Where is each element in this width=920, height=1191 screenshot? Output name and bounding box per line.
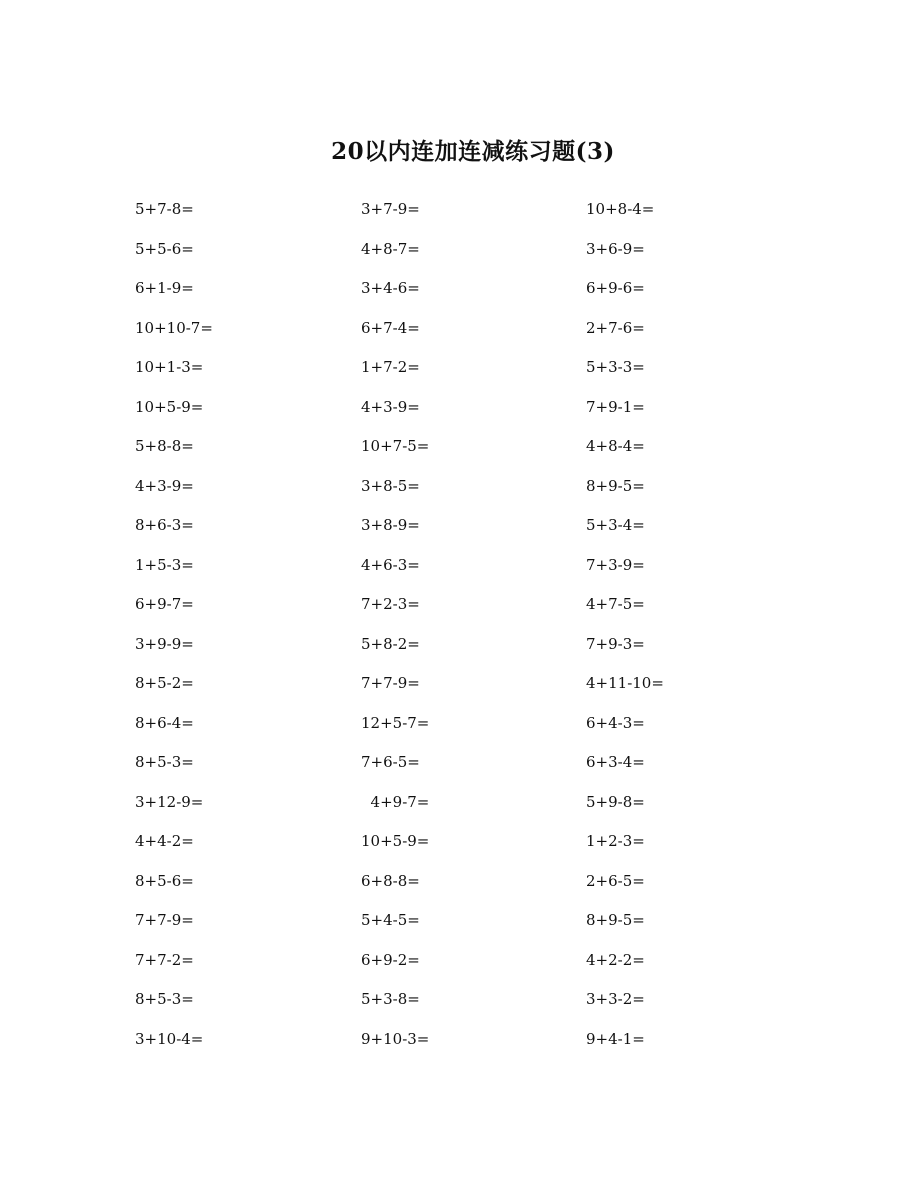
math-problem: 7+6-5=	[361, 753, 420, 771]
math-problem: 6+9-7=	[135, 595, 194, 613]
math-problem: 5+3-4=	[586, 516, 645, 534]
problem-row	[135, 593, 835, 633]
math-problem: 5+7-8=	[135, 200, 194, 218]
math-problem: 4+9-7=	[361, 792, 430, 811]
math-problem: 5+9-8=	[586, 792, 645, 811]
math-problem: 3+8-9=	[361, 516, 420, 534]
math-problem: 4+4-2=	[135, 832, 194, 850]
math-problem: 7+2-3=	[361, 595, 420, 613]
math-problem: 6+3-4=	[586, 753, 645, 771]
problem-row	[135, 870, 835, 910]
math-problem: 7+9-3=	[586, 634, 645, 653]
math-problem: 10+10-7=	[135, 318, 213, 337]
math-problem: 9+4-1=	[586, 1029, 645, 1048]
problem-grid	[135, 198, 835, 1067]
math-problem: 10+5-9=	[135, 397, 204, 416]
math-problem: 6+9-2=	[361, 950, 420, 969]
math-problem: 7+9-1=	[586, 397, 645, 416]
math-problem: 3+3-2=	[586, 990, 645, 1008]
math-problem: 10+5-9=	[361, 832, 430, 850]
math-problem: 8+9-5=	[586, 911, 645, 929]
math-problem: 1+2-3=	[586, 832, 645, 850]
math-problem: 3+4-6=	[361, 279, 420, 297]
problem-row	[135, 1028, 835, 1068]
math-problem: 7+7-2=	[135, 950, 194, 969]
math-problem: 10+1-3=	[135, 358, 204, 376]
math-problem: 8+5-3=	[135, 990, 194, 1008]
math-problem: 4+11-10=	[586, 674, 664, 692]
math-problem: 8+9-5=	[586, 476, 645, 495]
math-problem: 8+6-3=	[135, 516, 194, 534]
math-problem: 8+5-2=	[135, 674, 194, 692]
page-title: 20以内连加连减练习题(3)	[331, 138, 615, 165]
problem-row	[135, 554, 835, 594]
math-problem: 7+7-9=	[361, 674, 420, 692]
math-problem: 4+3-9=	[135, 476, 194, 495]
problem-row	[135, 238, 835, 278]
math-problem: 12+5-7=	[361, 713, 430, 732]
problem-row	[135, 317, 835, 357]
math-problem: 9+10-3=	[361, 1029, 430, 1048]
math-problem: 4+8-7=	[361, 239, 420, 258]
math-problem: 6+1-9=	[135, 279, 194, 297]
math-problem: 7+3-9=	[586, 555, 645, 574]
problem-row	[135, 514, 835, 554]
math-problem: 5+3-8=	[361, 990, 420, 1008]
math-problem: 4+8-4=	[586, 437, 645, 455]
math-problem: 5+5-6=	[135, 239, 194, 258]
math-problem: 6+9-6=	[586, 279, 645, 297]
math-problem: 1+5-3=	[135, 555, 194, 574]
problem-row	[135, 277, 835, 317]
math-problem: 8+5-6=	[135, 871, 194, 890]
math-problem: 8+6-4=	[135, 713, 194, 732]
math-problem: 2+7-6=	[586, 318, 645, 337]
math-problem: 4+6-3=	[361, 555, 420, 574]
problem-row	[135, 751, 835, 791]
math-problem: 6+7-4=	[361, 318, 420, 337]
math-problem: 5+3-3=	[586, 358, 645, 376]
math-problem: 3+7-9=	[361, 200, 420, 218]
math-problem: 3+12-9=	[135, 792, 204, 811]
problem-row	[135, 988, 835, 1028]
problem-row	[135, 791, 835, 831]
problem-row	[135, 198, 835, 238]
math-problem: 4+3-9=	[361, 397, 420, 416]
math-problem: 3+8-5=	[361, 476, 420, 495]
math-problem: 2+6-5=	[586, 871, 645, 890]
problem-row	[135, 356, 835, 396]
math-problem: 10+7-5=	[361, 437, 430, 455]
math-problem: 6+4-3=	[586, 713, 645, 732]
math-problem: 3+6-9=	[586, 239, 645, 258]
problem-row	[135, 633, 835, 673]
math-problem: 3+9-9=	[135, 634, 194, 653]
math-problem: 4+2-2=	[586, 950, 645, 969]
math-problem: 3+10-4=	[135, 1029, 204, 1048]
problem-row	[135, 949, 835, 989]
math-problem: 1+7-2=	[361, 358, 420, 376]
problem-row	[135, 396, 835, 436]
problem-row	[135, 475, 835, 515]
math-problem: 5+4-5=	[361, 911, 420, 929]
problem-row	[135, 712, 835, 752]
math-problem: 5+8-2=	[361, 634, 420, 653]
math-problem: 10+8-4=	[586, 200, 655, 218]
problem-row	[135, 672, 835, 712]
problem-row	[135, 909, 835, 949]
math-problem: 5+8-8=	[135, 437, 194, 455]
math-problem: 4+7-5=	[586, 595, 645, 613]
math-problem: 7+7-9=	[135, 911, 194, 929]
math-problem: 6+8-8=	[361, 871, 420, 890]
problem-row	[135, 830, 835, 870]
math-problem: 8+5-3=	[135, 753, 194, 771]
problem-row	[135, 435, 835, 475]
